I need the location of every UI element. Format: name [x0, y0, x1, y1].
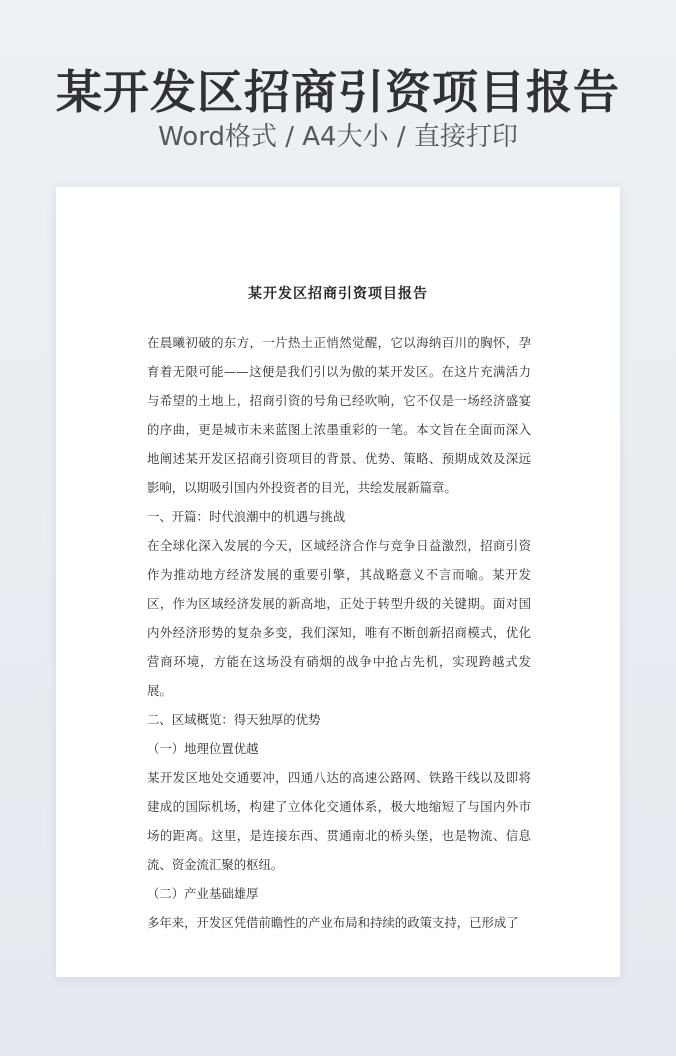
section-1-paragraph: 在全球化深入发展的今天，区域经济合作与竞争日益激烈，招商引资作为推动地方经济发展的重要引擎，其战略意义不言而喻。某开发区，作为区域经济发展的新高地，正处于转型升级的关键期。面对国内外经济形势的复杂多变，我们深知，唯有不断创新招商模式，优化营商环境，方能在这场没有硝烟的战争中抢占先机，实现跨越式发展。 — [147, 538, 531, 698]
industry-paragraph: 多年来，开发区凭借前瞻性的产业布局和持续的政策支持，已形成了 — [147, 915, 519, 930]
document-body — [147, 328, 531, 937]
section-heading-1: 一、开篇：时代浪潮中的机遇与挑战 — [147, 509, 346, 524]
subsection-heading-industry: （二）产业基础雄厚 — [147, 886, 259, 901]
banner-title: 某开发区招商引资项目报告 — [56, 65, 620, 119]
banner-subtitle: Word格式 / A4大小 / 直接打印 — [158, 122, 518, 152]
document-page — [56, 187, 620, 977]
section-heading-2: 二、区域概览：得天独厚的优势 — [147, 712, 321, 727]
intro-paragraph: 在晨曦初破的东方，一片热土正悄然觉醒，它以海纳百川的胸怀，孕育着无限可能——这便是我们引以为傲的某开发区。在这片充满活力与希望的土地上，招商引资的号角已经吹响，它不仅是一场经济盛宴的序曲，更是城市未来蓝图上浓墨重彩的一笔。本文旨在全面而深入地阐述某开发区招商引资项目的背景、优势、策略、预期成效及深远影响，以期吸引国内外投资者的目光，共绘发展新篇章。 — [147, 335, 531, 495]
document-title: 某开发区招商引资项目报告 — [248, 286, 428, 302]
location-paragraph: 某开发区地处交通要冲，四通八达的高速公路网、铁路干线以及即将建成的国际机场，构建了立体化交通体系，极大地缩短了与国内外市场的距离。这里，是连接东西、贯通南北的桥头堡，也是物流、信息流、资金流汇聚的枢纽。 — [147, 770, 531, 872]
subsection-heading-location: （一）地理位置优越 — [147, 741, 259, 756]
